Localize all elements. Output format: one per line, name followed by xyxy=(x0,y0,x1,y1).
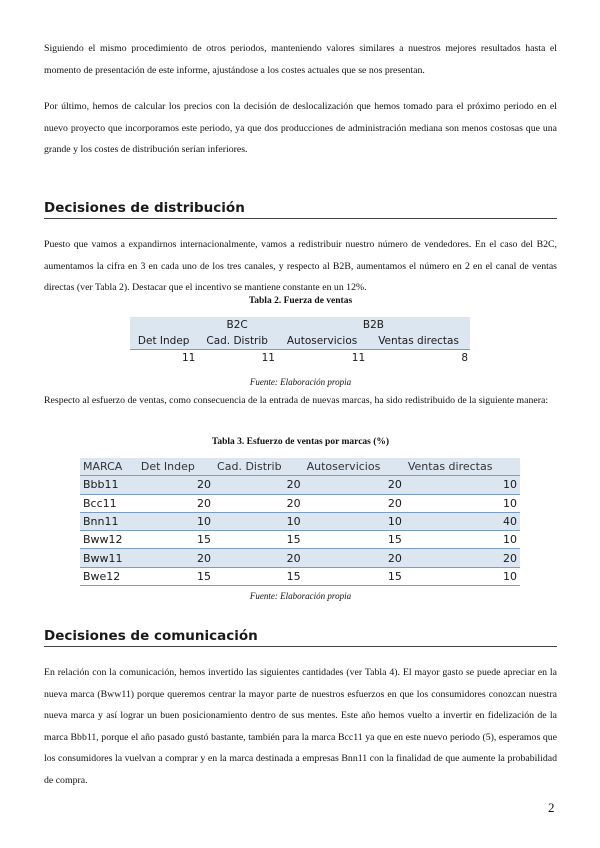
table3-header: Autoservicios xyxy=(304,458,405,476)
value-cell: 10 xyxy=(405,476,520,494)
value-cell: 10 xyxy=(304,512,405,530)
brand-cell: Bwe12 xyxy=(80,567,138,585)
value-cell: 15 xyxy=(304,567,405,585)
value-cell: 20 xyxy=(304,549,405,567)
value-cell: 10 xyxy=(214,512,304,530)
value-cell: 40 xyxy=(405,512,520,530)
table2-cell: 11 xyxy=(351,352,366,364)
table2-cell: 11 xyxy=(182,352,196,364)
value-cell: 20 xyxy=(138,476,214,494)
value-cell: 10 xyxy=(138,512,214,530)
heading-distribucion: Decisiones de distribución xyxy=(44,200,557,219)
sales-effort-table xyxy=(80,458,520,586)
table-row xyxy=(80,494,520,512)
table2-caption: Tabla 2. Fuerza de ventas xyxy=(248,296,353,306)
table-row xyxy=(80,512,520,530)
paragraph-precios-intro: Siguiendo el mismo procedimiento de otros periodos, manteniendo valores similares a nuestros mejores resultados hasta el momento de presentación de este informe, ajustándose a los costes actuales que se nos presentan. xyxy=(44,43,557,76)
table2-header: Autoservicios xyxy=(277,333,367,350)
brand-cell: Bww12 xyxy=(80,531,138,549)
table3-source: Fuente: Elaboración propia xyxy=(249,591,352,601)
table3-header: Det Indep xyxy=(138,458,214,476)
paragraph-deslocalizacion: Por último, hemos de calcular los precios con la decisión de deslocalización que hemos tomado para el próximo periodo en el nuevo proyecto que incorporamos este periodo, ya que dos producciones de administración mediana son menos costosas que una grande y los costes de distribución serían inferiores. xyxy=(44,101,557,155)
table2-header: Ventas directas xyxy=(367,333,470,350)
value-cell: 20 xyxy=(138,494,214,512)
brand-cell: Bww11 xyxy=(80,549,138,567)
table2-group-b2c: B2C xyxy=(197,317,277,333)
paragraph-esfuerzo-ventas: Respecto al esfuerzo de ventas, como consecuencia de la entrada de nuevas marcas, ha sido redistribuido de la siguiente manera: xyxy=(44,395,549,406)
heading-comunicacion: Decisiones de comunicación xyxy=(44,628,557,647)
brand-cell: Bnn11 xyxy=(80,512,138,530)
value-cell: 20 xyxy=(405,549,520,567)
table2-source: Fuente: Elaboración propia xyxy=(249,377,352,387)
value-cell: 20 xyxy=(138,549,214,567)
page-number: 2 xyxy=(548,800,555,815)
table3-header: MARCA xyxy=(80,458,138,476)
brand-cell: Bcc11 xyxy=(80,494,138,512)
table2-header: Cad. Distrib xyxy=(197,333,277,350)
table-row xyxy=(80,567,520,585)
value-cell: 10 xyxy=(405,494,520,512)
paragraph-comunicacion: En relación con la comunicación, hemos invertido las siguientes cantidades (ver Tabla 4). El mayor gasto se puede apreciar en la nueva marca (Bww11) porque queremos centrar la mayor parte de nuestros esfuerzos en que los consumidores conozcan nuestra nueva marca y así lograr un buen posicionamiento dentro de sus mentes. Este año hemos vuelto a invertir en fidelización de la marca Bbb11, porque el año pasado gustó bastante, también para la marca Bcc11 ya que en este nuevo periodo (5), esperamos que los consumidores la vuelvan a comprar y en la marca destinada a empresas Bnn11 con la finalidad de que aumente la probabilidad de compra. xyxy=(44,667,557,786)
value-cell: 15 xyxy=(214,567,304,585)
value-cell: 10 xyxy=(405,567,520,585)
value-cell: 20 xyxy=(214,549,304,567)
value-cell: 15 xyxy=(138,531,214,549)
table2-cell: 11 xyxy=(261,352,275,364)
value-cell: 20 xyxy=(304,476,405,494)
sales-force-table xyxy=(130,317,470,366)
value-cell: 20 xyxy=(214,476,304,494)
value-cell: 20 xyxy=(304,494,405,512)
table3-header: Cad. Distrib xyxy=(214,458,304,476)
table2-empty-corner xyxy=(130,317,197,333)
paragraph-vendedores: Puesto que vamos a expandirnos internacionalmente, vamos a redistribuir nuestro número de vendedores. En el caso del B2C, aumentamos la cifra en 3 en cada uno de los tres canales, y respecto al B2B, aumentamos el número en 2 en el canal de ventas directas (ver Tabla 2). Destacar que el incentivo se mantiene constante en un 12%. xyxy=(44,239,557,293)
value-cell: 15 xyxy=(304,531,405,549)
brand-cell: Bbb11 xyxy=(80,476,138,494)
value-cell: 20 xyxy=(214,494,304,512)
table-row xyxy=(80,476,520,494)
table3-caption: Tabla 3. Esfuerzo de ventas por marcas (%) xyxy=(211,437,390,447)
table-row xyxy=(80,549,520,567)
table3-header: Ventas directas xyxy=(405,458,520,476)
table2-group-b2b: B2B xyxy=(277,317,470,333)
value-cell: 15 xyxy=(214,531,304,549)
table2-header: Det Indep xyxy=(130,333,197,350)
value-cell: 10 xyxy=(405,531,520,549)
table2-cell: 8 xyxy=(461,352,468,364)
table-row xyxy=(80,531,520,549)
value-cell: 15 xyxy=(138,567,214,585)
